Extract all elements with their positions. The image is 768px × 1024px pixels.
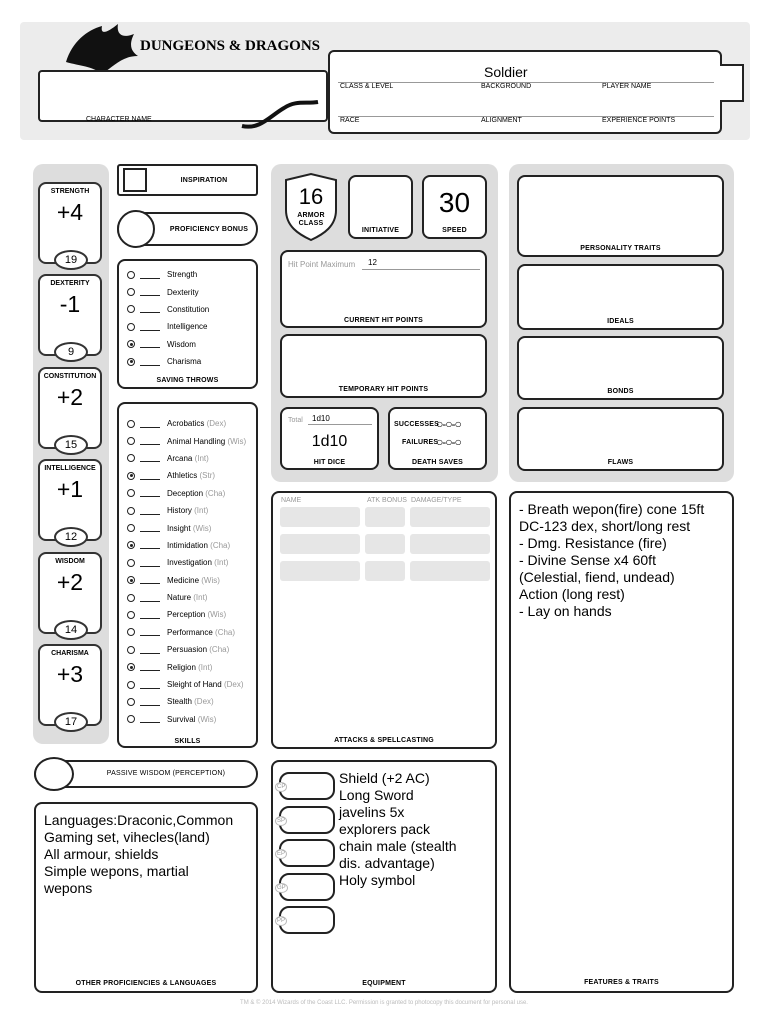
ability-name: CHARISMA: [51, 650, 89, 657]
skill-value[interactable]: [140, 454, 160, 462]
flaws-box[interactable]: [517, 407, 724, 471]
equipment-title: EQUIPMENT: [362, 980, 406, 987]
skills-box: [117, 402, 258, 748]
inspiration-box[interactable]: [117, 164, 258, 196]
skill-value[interactable]: [140, 576, 160, 584]
proficiency-radio-icon[interactable]: [127, 454, 135, 462]
bonds-box[interactable]: [517, 336, 724, 400]
skill-name: Animal Handling: [167, 436, 226, 446]
proficiency-radio-icon[interactable]: [127, 507, 135, 515]
skill-name: Performance: [167, 627, 213, 637]
proficiency-radio-icon[interactable]: [127, 681, 135, 689]
skill-name: Insight: [167, 523, 191, 533]
ability-score[interactable]: 14: [54, 620, 88, 640]
ability-score[interactable]: 19: [54, 250, 88, 270]
ability-modifier: +2: [56, 568, 84, 595]
skills-title: SKILLS: [174, 738, 201, 745]
current-hit-points-box[interactable]: [280, 250, 487, 328]
skill-value[interactable]: [140, 541, 160, 549]
coin-label: EP: [277, 851, 286, 857]
proficiency-radio-icon[interactable]: [127, 698, 135, 706]
armor-class-label: ARMOR CLASS: [297, 212, 325, 227]
attack-2-name[interactable]: [280, 534, 360, 554]
text-line: (Celestial, fiend, undead): [519, 569, 675, 585]
skill-name: Medicine: [167, 575, 200, 585]
current-hit-points-label: CURRENT HIT POINTS: [343, 317, 424, 324]
proficiency-bonus-label: PROFICIENCY BONUS: [169, 226, 249, 233]
logo-text: DUNGEONS & DRAGONS: [140, 38, 321, 54]
attack-3-name[interactable]: [280, 561, 360, 581]
footer-copyright: TM & © 2014 Wizards of the Coast LLC. Permission is granted to photocopy this document for personal use.: [240, 1000, 528, 1006]
proficiency-radio-icon[interactable]: [127, 323, 135, 331]
skill-name: Survival: [167, 714, 196, 724]
skill-sleight-of-hand[interactable]: [127, 676, 257, 693]
skill-value[interactable]: [140, 646, 160, 654]
background-value[interactable]: Soldier: [484, 64, 528, 80]
proficiencies-title: OTHER PROFICIENCIES & LANGUAGES: [75, 980, 217, 987]
skill-name: Religion: [167, 662, 196, 672]
death-saves-successes-circles[interactable]: ○-○-○: [436, 417, 461, 431]
saving-throw-name: Strength: [167, 270, 198, 280]
ability-modifier: +3: [56, 661, 84, 687]
hit-dice-label: HIT DICE: [313, 459, 346, 466]
text-line: dis. advantage): [339, 855, 435, 871]
saving-throw-value[interactable]: [140, 358, 160, 366]
skill-value[interactable]: [140, 681, 160, 689]
coin-ep[interactable]: [279, 839, 335, 867]
hit-dice-total-line: [308, 424, 372, 425]
attack-3-damage[interactable]: [410, 561, 490, 581]
proficiency-radio-icon[interactable]: [127, 628, 135, 636]
skill-name: Arcana: [167, 453, 193, 463]
proficiency-radio-icon[interactable]: [127, 646, 135, 654]
proficiency-radio-icon[interactable]: [127, 576, 135, 584]
saving-throw-value[interactable]: [140, 305, 160, 313]
features-box[interactable]: [509, 491, 734, 993]
proficiency-radio-icon[interactable]: [127, 288, 135, 296]
armor-class-value: 16: [298, 184, 324, 209]
text-line: javelins 5x: [339, 804, 405, 820]
skill-ability: (Wis): [197, 714, 217, 724]
skill-ability: (Int): [194, 506, 209, 516]
armor-class-shield[interactable]: [282, 172, 340, 242]
coin-label: GP: [277, 884, 286, 891]
text-line: Languages:Draconic,Common: [44, 812, 234, 828]
bonds-label: BONDS: [607, 388, 634, 395]
alignment-label: ALIGNMENT: [481, 117, 522, 124]
flaws-label: FLAWS: [607, 459, 634, 466]
hp-max-value: 12: [368, 258, 377, 267]
ability-modifier: +2: [56, 383, 84, 410]
coin-label: SP: [277, 817, 286, 824]
death-saves-failures-label: FAILURES: [402, 439, 439, 446]
saving-throw-intelligence[interactable]: [127, 318, 255, 335]
skill-value[interactable]: [140, 715, 160, 723]
ideals-label: IDEALS: [607, 318, 634, 325]
skill-value[interactable]: [140, 489, 160, 497]
skill-insight[interactable]: [127, 519, 257, 536]
ability-name: INTELLIGENCE: [44, 465, 96, 473]
temporary-hit-points-box[interactable]: [280, 334, 487, 398]
ability-name: WISDOM: [55, 557, 85, 565]
skill-name: Deception: [167, 488, 204, 498]
attacks-title: ATTACKS & SPELLCASTING: [334, 737, 434, 744]
personality-traits-box[interactable]: [517, 175, 724, 257]
proficiency-radio-icon[interactable]: [127, 524, 135, 532]
saving-throw-name: Dexterity: [167, 287, 199, 297]
skill-ability: (Int): [193, 593, 208, 603]
ability-intelligence[interactable]: [38, 459, 102, 544]
ability-strength[interactable]: [38, 182, 102, 264]
skill-value[interactable]: [140, 611, 160, 619]
coin-sp[interactable]: [279, 806, 335, 834]
attack-1-name[interactable]: [280, 507, 360, 527]
skill-ability: (Dex): [194, 697, 214, 707]
ability-modifier: -1: [59, 291, 81, 318]
death-saves-successes-label: SUCCESSES: [394, 421, 439, 428]
passive-wisdom-label: PASSIVE WISDOM (PERCEPTION): [106, 770, 226, 777]
proficiency-radio-icon[interactable]: [127, 358, 135, 366]
text-line: Long Sword: [339, 787, 414, 803]
attack-1-bonus[interactable]: [365, 507, 405, 527]
personality-traits-label: PERSONALITY TRAITS: [580, 245, 661, 252]
proficiency-radio-icon[interactable]: [127, 663, 135, 671]
skill-ability: (Str): [199, 471, 216, 481]
hp-max-label: Hit Point Maximum: [288, 260, 356, 269]
hp-max-line: [362, 269, 480, 270]
saving-throw-constitution[interactable]: [127, 301, 255, 318]
squiggle-icon: [240, 96, 320, 132]
experience-points-label: EXPERIENCE POINTS: [602, 117, 676, 124]
hit-dice-box[interactable]: [280, 407, 379, 470]
inspiration-checkbox[interactable]: [123, 168, 147, 192]
text-line: Action (long rest): [519, 586, 625, 602]
ability-score[interactable]: 15: [54, 435, 88, 455]
skill-ability: (Int): [198, 662, 213, 672]
speed-label: SPEED: [442, 227, 467, 234]
text-line: chain male (stealth: [339, 838, 457, 854]
skill-intimidation[interactable]: [127, 537, 257, 554]
skill-persuasion[interactable]: [127, 641, 257, 658]
saving-throw-value[interactable]: [140, 271, 160, 279]
ability-name: DEXTERITY: [50, 280, 90, 288]
skill-medicine[interactable]: [127, 572, 257, 589]
attacks-col-damage: DAMAGE/TYPE: [411, 497, 462, 504]
temporary-hit-points-label: TEMPORARY HIT POINTS: [338, 386, 429, 393]
skill-stealth[interactable]: [127, 693, 257, 710]
text-line: wepons: [44, 880, 93, 896]
skill-ability: (Wis): [201, 575, 220, 585]
hit-dice-total-label: Total: [288, 417, 303, 424]
skill-value[interactable]: [140, 698, 160, 706]
saving-throw-name: Wisdom: [167, 339, 196, 349]
skill-ability: (Cha): [209, 645, 230, 655]
text-line: - Breath wepon(fire) cone 15ft: [519, 501, 705, 517]
player-name-label: PLAYER NAME: [602, 83, 652, 90]
proficiency-radio-icon[interactable]: [127, 420, 135, 428]
speed-value: 30: [438, 187, 471, 218]
race-label: RACE: [340, 117, 360, 124]
initiative-label: INITIATIVE: [361, 227, 400, 234]
coin-gp[interactable]: [279, 873, 335, 901]
proficiency-bonus-circle[interactable]: [117, 210, 155, 248]
background-label: BACKGROUND: [481, 83, 532, 90]
death-saves-box: [388, 407, 487, 470]
skill-acrobatics[interactable]: [127, 415, 257, 432]
proficiency-radio-icon[interactable]: [127, 437, 135, 445]
coin-label: CP: [277, 784, 286, 790]
text-line: DC-123 dex, short/long rest: [519, 518, 691, 534]
skill-ability: (Wis): [227, 436, 247, 446]
skill-perception[interactable]: [127, 606, 257, 623]
text-line: Gaming set, vihecles(land): [44, 829, 210, 845]
skill-investigation[interactable]: [127, 554, 257, 571]
proficiency-radio-icon[interactable]: [127, 541, 135, 549]
ability-constitution[interactable]: [38, 367, 102, 449]
skill-arcana[interactable]: [127, 450, 257, 467]
saving-throw-strength[interactable]: [127, 266, 255, 283]
skill-value[interactable]: [140, 524, 160, 532]
dragon-logo-icon: [62, 22, 142, 76]
saving-throw-name: Constitution: [167, 304, 210, 314]
skill-performance[interactable]: [127, 624, 257, 641]
proficiency-radio-icon[interactable]: [127, 594, 135, 602]
saving-throws-title: SAVING THROWS: [156, 377, 219, 384]
hit-dice-value: 1d10: [311, 433, 348, 450]
text-line: Shield (+2 AC): [339, 770, 430, 786]
skill-value[interactable]: [140, 437, 160, 445]
skill-ability: (Cha): [210, 540, 231, 550]
skill-name: Nature: [167, 593, 192, 603]
proficiency-radio-icon[interactable]: [127, 340, 135, 348]
skill-value[interactable]: [140, 472, 160, 480]
skill-name: Intimidation: [167, 540, 208, 550]
skill-value[interactable]: [140, 507, 160, 515]
text-line: explorers pack: [339, 821, 431, 837]
coin-label: PP: [277, 918, 286, 924]
skill-ability: (Int): [194, 453, 209, 463]
skill-ability: (Wis): [207, 610, 227, 620]
features-title: FEATURES & TRAITS: [584, 979, 659, 986]
skill-ability: (Cha): [205, 488, 226, 498]
skill-name: History: [167, 506, 192, 516]
ability-dexterity[interactable]: [38, 274, 102, 359]
speed-box[interactable]: [422, 175, 487, 239]
text-line: - Lay on hands: [519, 603, 612, 619]
skill-value[interactable]: [140, 628, 160, 636]
skill-name: Perception: [167, 610, 206, 620]
saving-throw-wisdom[interactable]: [127, 336, 255, 353]
text-line: - Dmg. Resistance (fire): [519, 535, 667, 551]
hit-dice-total-value: 1d10: [312, 414, 330, 423]
saving-throw-name: Intelligence: [167, 322, 208, 332]
proficiency-radio-icon[interactable]: [127, 271, 135, 279]
ability-score[interactable]: 12: [54, 527, 88, 547]
text-line: Holy symbol: [339, 872, 416, 888]
skill-animal-handling[interactable]: [127, 432, 257, 449]
coin-pp[interactable]: [279, 906, 335, 934]
skill-name: Investigation: [167, 558, 212, 568]
skill-deception[interactable]: [127, 485, 257, 502]
initiative-box[interactable]: [348, 175, 413, 239]
saving-throw-value[interactable]: [140, 288, 160, 296]
ability-score[interactable]: 9: [54, 342, 88, 362]
death-saves-failures-circles[interactable]: ○-○-○: [436, 435, 461, 449]
ability-modifier: +1: [56, 476, 84, 503]
proficiency-radio-icon[interactable]: [127, 305, 135, 313]
ability-modifier: +4: [56, 199, 84, 225]
proficiency-radio-icon[interactable]: [127, 472, 135, 480]
skill-value[interactable]: [140, 594, 160, 602]
attacks-col-bonus: ATK BONUS: [367, 497, 407, 504]
attack-2-damage[interactable]: [410, 534, 490, 554]
skill-ability: (Wis): [192, 523, 212, 533]
proficiency-radio-icon[interactable]: [127, 559, 135, 567]
saving-throw-charisma[interactable]: [127, 353, 255, 370]
ideals-box[interactable]: [517, 264, 724, 330]
skill-name: Persuasion: [167, 645, 208, 655]
proficiency-bonus-box[interactable]: [117, 212, 258, 246]
equipment-box[interactable]: [271, 760, 497, 993]
death-saves-label: DEATH SAVES: [412, 459, 463, 466]
proficiency-radio-icon[interactable]: [127, 611, 135, 619]
inspiration-label: INSPIRATION: [180, 177, 228, 184]
ability-charisma[interactable]: [38, 644, 102, 726]
skill-ability: (Dex): [206, 419, 227, 429]
saving-throw-value[interactable]: [140, 340, 160, 348]
saving-throws-box: [117, 259, 258, 389]
passive-wisdom-box[interactable]: [34, 760, 258, 788]
skill-religion[interactable]: [127, 658, 257, 675]
skill-name: Acrobatics: [167, 419, 205, 429]
proficiencies-box[interactable]: [34, 802, 258, 993]
ability-name: STRENGTH: [50, 188, 90, 195]
skill-ability: (Cha): [215, 627, 236, 637]
saving-throw-value[interactable]: [140, 323, 160, 331]
skill-name: Athletics: [167, 471, 198, 481]
attack-1-damage[interactable]: [410, 507, 490, 527]
class-level-label: CLASS & LEVEL: [340, 83, 394, 90]
skill-value[interactable]: [140, 663, 160, 671]
skill-survival[interactable]: [127, 711, 257, 728]
proficiency-radio-icon[interactable]: [127, 489, 135, 497]
attacks-box: [271, 491, 497, 749]
passive-wisdom-circle[interactable]: [34, 757, 74, 791]
attack-2-bonus[interactable]: [365, 534, 405, 554]
skill-value[interactable]: [140, 420, 160, 428]
skill-ability: (Int): [214, 558, 229, 568]
text-line: Simple wepons, martial: [44, 863, 189, 879]
skill-name: Stealth: [167, 697, 192, 707]
header-tail: [720, 64, 744, 102]
skill-name: Sleight of Hand: [167, 680, 222, 690]
attack-3-bonus[interactable]: [365, 561, 405, 581]
skill-nature[interactable]: [127, 589, 257, 606]
ability-wisdom[interactable]: [38, 552, 102, 634]
character-name-label: CHARACTER NAME: [86, 116, 152, 123]
skill-ability: (Dex): [223, 680, 244, 690]
skill-value[interactable]: [140, 559, 160, 567]
skill-athletics[interactable]: [127, 467, 257, 484]
skill-history[interactable]: [127, 502, 257, 519]
coin-cp[interactable]: [279, 772, 335, 800]
text-line: - Divine Sense x4 60ft: [519, 552, 656, 568]
ability-name: CONSTITUTION: [43, 372, 97, 380]
saving-throw-dexterity[interactable]: [127, 283, 255, 300]
text-line: All armour, shields: [44, 846, 159, 862]
attacks-col-name: NAME: [281, 497, 302, 504]
ability-score[interactable]: 17: [54, 712, 88, 732]
saving-throw-name: Charisma: [167, 357, 202, 367]
proficiency-radio-icon[interactable]: [127, 715, 135, 723]
